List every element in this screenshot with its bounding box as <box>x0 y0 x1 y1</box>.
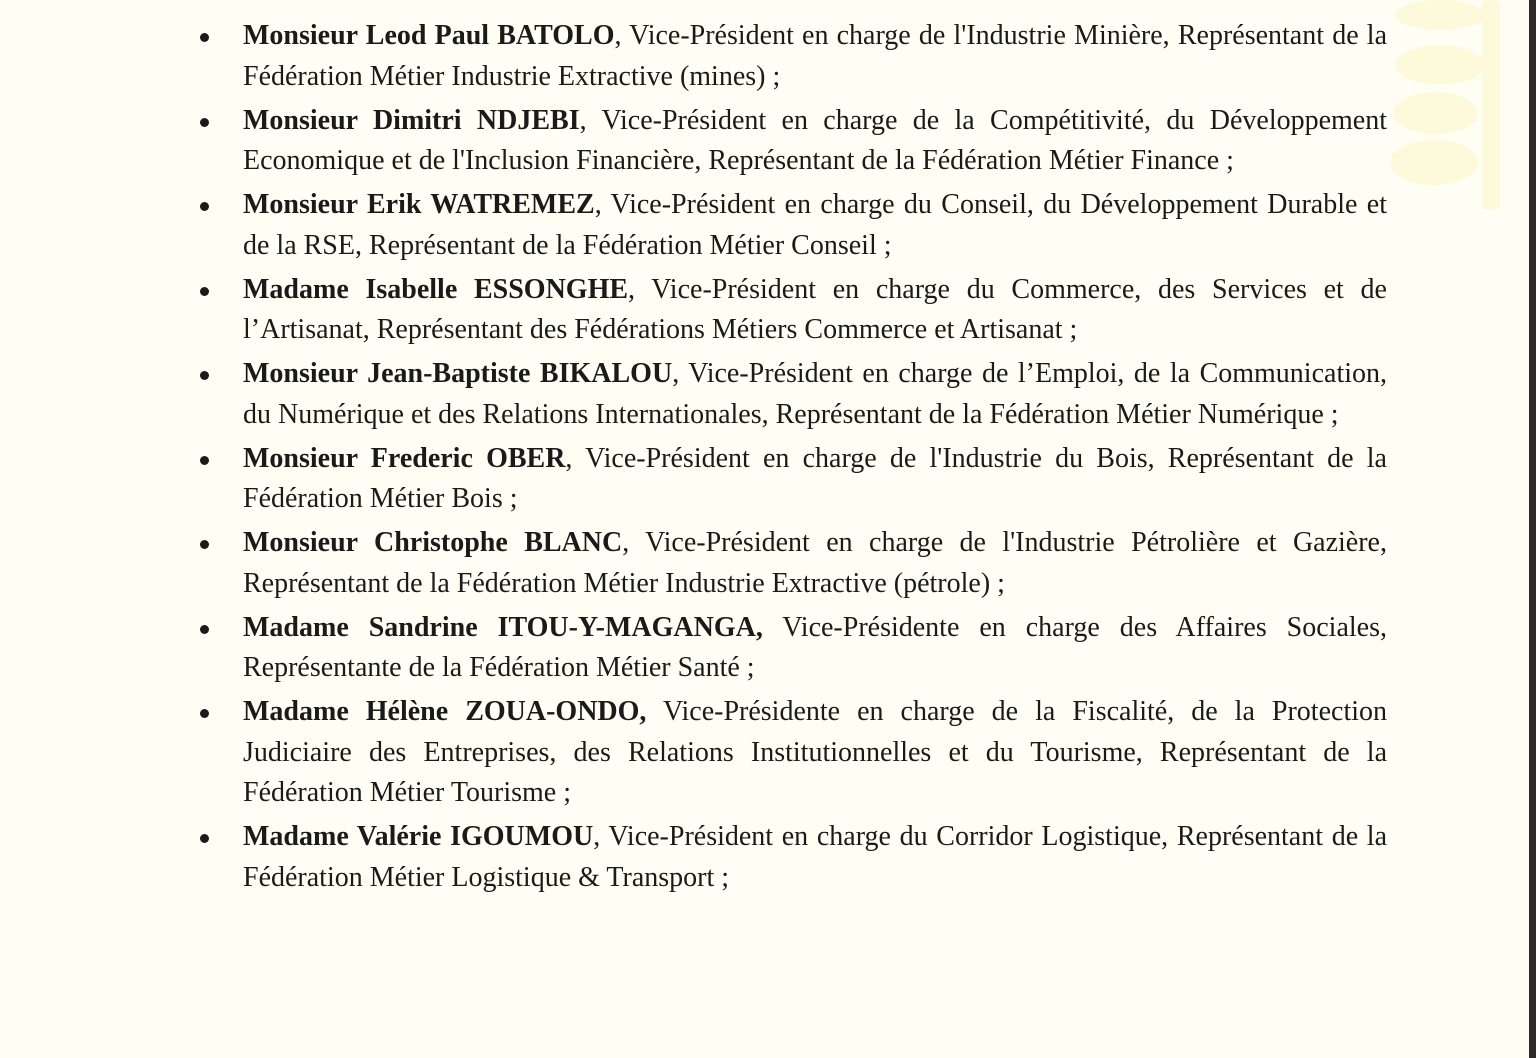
member-name: Monsieur Erik WATREMEZ <box>243 189 595 220</box>
member-name: Monsieur Dimitri NDJEBI <box>243 104 580 136</box>
watermark-shape <box>1395 0 1485 30</box>
bullet-icon <box>200 287 209 296</box>
list-item <box>200 692 1387 814</box>
member-name: Monsieur Jean-Baptiste BIKALOU <box>243 358 673 389</box>
member-name: Monsieur Christophe BLANC <box>243 527 623 558</box>
list-item <box>200 270 1387 351</box>
bullet-icon <box>200 33 209 42</box>
member-role: , Vice-Président en charge de l’Emploi, de la Communication, du Numérique et des Relations Internationales, Représentant de la Fédération Métier Numérique ; <box>243 358 1388 430</box>
member-role: , Vice-Président en charge du Conseil, du Développement Durable et de la RSE, Représentant de la Fédération Métier Conseil ; <box>243 189 1387 261</box>
bullet-icon <box>200 371 209 380</box>
bullet-icon <box>200 834 209 843</box>
list-item <box>200 16 1387 97</box>
list-item <box>200 608 1387 689</box>
watermark-shape <box>1482 0 1500 210</box>
member-name: Madame Hélène ZOUA-ONDO, <box>243 696 647 727</box>
watermark-shape <box>1393 92 1478 134</box>
member-role: , Vice-Président en charge de l'Industrie du Bois, Représentant de la Fédération Métier Bois ; <box>243 442 1387 514</box>
list-item <box>200 523 1387 604</box>
member-name: Madame Valérie IGOUMOU <box>243 821 594 852</box>
member-name: Monsieur Frederic OBER <box>243 442 566 474</box>
document-page <box>200 16 1387 902</box>
bullet-icon <box>200 709 209 718</box>
bullet-icon <box>200 625 209 634</box>
bullet-icon <box>200 118 209 127</box>
list-item <box>200 185 1387 266</box>
member-name: Madame Isabelle ESSONGHE <box>243 273 629 305</box>
list-item <box>200 101 1387 182</box>
watermark-shape <box>1390 140 1478 185</box>
member-name: Monsieur Leod Paul BATOLO <box>243 20 615 51</box>
member-name: Madame Sandrine ITOU-Y-MAGANGA, <box>243 611 763 643</box>
member-role: Vice-Présidente en charge des Affaires Sociales, Représentante de la Fédération Métier Santé ; <box>243 611 1387 683</box>
bullet-icon <box>200 456 209 465</box>
member-role: , Vice-Président en charge du Corridor Logistique, Représentant de la Fédération Métier Logistique & Transport ; <box>243 821 1387 893</box>
list-item <box>200 439 1387 520</box>
watermark-shape <box>1395 45 1485 85</box>
member-role: , Vice-Président en charge de l'Industrie Minière, Représentant de la Fédération Métier Industrie Extractive (mines) ; <box>243 20 1388 92</box>
bullet-icon <box>200 540 209 549</box>
bullet-icon <box>200 202 209 211</box>
list-item <box>200 354 1387 435</box>
member-role: , Vice-Président en charge de la Compétitivité, du Développement Economique et de l'Inclusion Financière, Représentant de la Fédération Métier Finance ; <box>243 104 1388 176</box>
members-list <box>200 16 1387 898</box>
member-role: , Vice-Président en charge de l'Industrie Pétrolière et Gazière, Représentant de la Fédération Métier Industrie Extractive (pétrole) ; <box>243 527 1387 599</box>
list-item <box>200 817 1387 898</box>
member-role: , Vice-Président en charge du Commerce, des Services et de l’Artisanat, Représentant des Fédérations Métiers Commerce et Artisanat ; <box>243 273 1387 345</box>
scan-edge <box>1529 0 1536 1058</box>
member-role: Vice-Présidente en charge de la Fiscalité, de la Protection Judiciaire des Entreprises, des Relations Institutionnelles et du Tourisme, Représentant de la Fédération Métier Tourisme ; <box>243 696 1388 808</box>
